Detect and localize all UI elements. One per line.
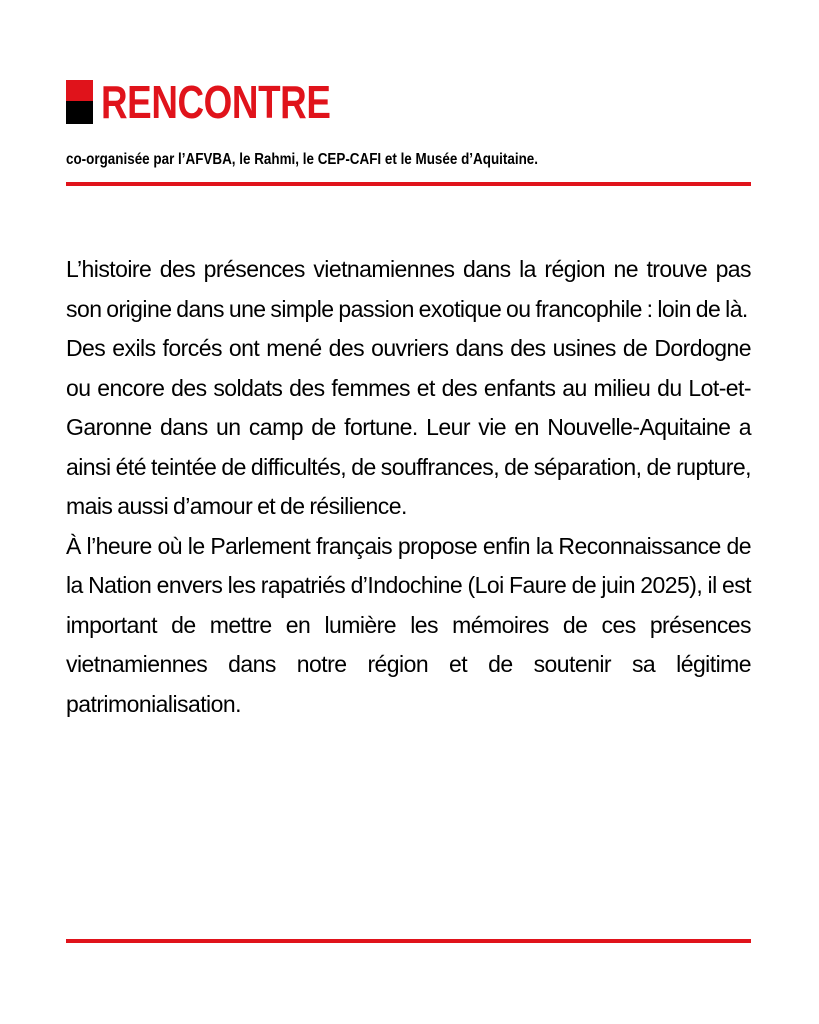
paragraph-3: À l’heure où le Parlement français propose enfin la Reconnaissance de la Nation envers les rapatriés d’Indochine (Loi Faure de juin 2025), il est important de mettre en lumière les mémoires de ces présences vietnamiennes dans notre région et de soutenir sa légitime patrimonialisation. <box>66 532 751 717</box>
subtitle: co-organisée par l’AFVBA, le Rahmi, le CEP-CAFI et le Musée d’Aquitaine. <box>66 151 538 168</box>
icon-red-block <box>66 80 93 101</box>
icon-black-block <box>66 101 93 124</box>
paragraph-1: L’histoire des présences vietnamiennes dans la région ne trouve pas son origine dans une simple passion exotique ou francophile : loin de là. <box>66 256 751 322</box>
red-black-square-icon <box>66 80 93 124</box>
page-title: RENCONTRE <box>101 76 331 128</box>
paragraph-2: Des exils forcés ont mené des ouvriers dans des usines de Dordogne ou encore des soldats des femmes et des enfants au milieu du Lot-et-Garonne dans un camp de fortune. Leur vie en Nouvelle-Aquitaine a ainsi été teintée de difficultés, de souffrances, de séparation, de rupture, mais aussi d’amour et de résilience. <box>66 335 751 519</box>
top-divider <box>66 182 751 186</box>
body-text <box>66 250 751 724</box>
bottom-divider <box>66 939 751 943</box>
